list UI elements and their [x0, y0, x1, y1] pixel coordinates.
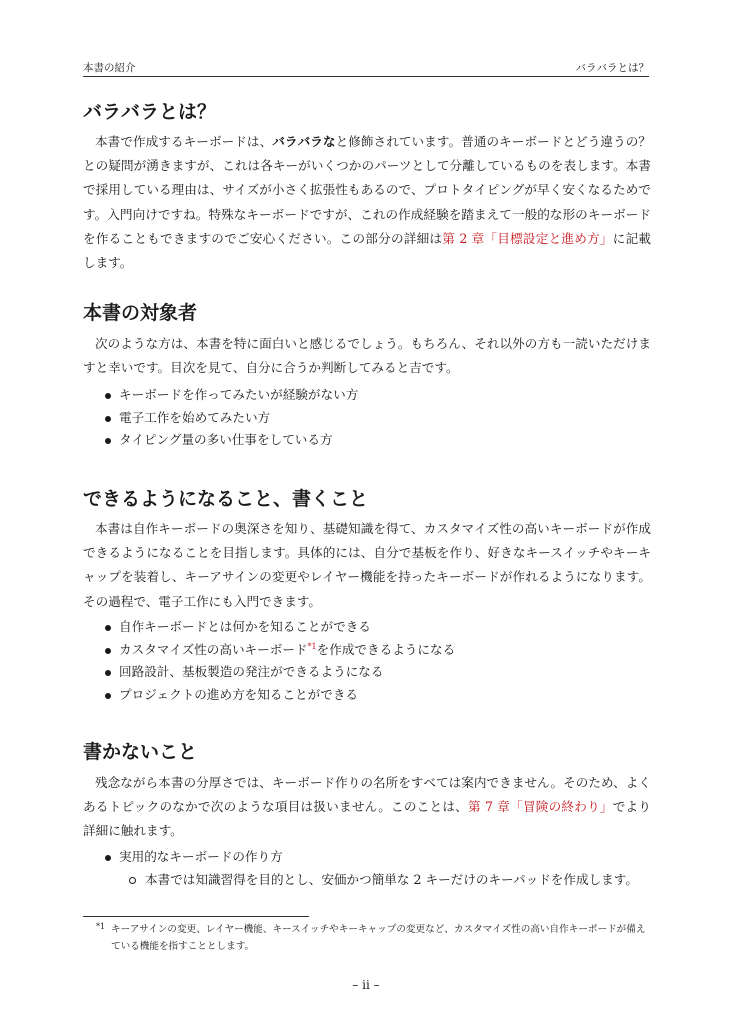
list-item: タイピング量の多い仕事をしている方	[103, 429, 358, 452]
text-run: でより詳細に触れます。	[83, 799, 651, 839]
footnote-divider	[83, 916, 309, 917]
header-section: バラバラとは？	[575, 62, 649, 74]
chapter-2-link[interactable]: 第 2 章「目標設定と進め方」	[442, 230, 613, 246]
paragraph-audience: 次のような方は、本書を特に面白いと感じるでしょう。もちろん、それ以外の方も一読いただけますと幸いです。目次を見て、自分に合うか判断してみると吉です。	[83, 336, 651, 376]
footnote-mark: *1	[96, 922, 106, 931]
header-chapter: 本書の紹介	[83, 62, 136, 74]
text-run: カスタマイズ性の高いキーボード	[119, 641, 308, 657]
footnote-text: キーアサインの変更、レイヤー機能、キースイッチやキーキャップの変更など、カスタマイズ性の高い自作キーボードが備えている機能を指すこととします。	[111, 924, 646, 952]
bold-term: バラバラな	[272, 134, 336, 149]
text-run: 本書で作成するキーボードは、	[95, 134, 273, 149]
paragraph-notwrite	[83, 771, 651, 844]
page-number: – ii –	[352, 978, 380, 992]
sub-list	[119, 869, 638, 892]
footnote-ref[interactable]: *1	[307, 641, 317, 651]
footnote	[96, 921, 652, 955]
section-title-cando: できるようになること、書くこと	[83, 488, 369, 510]
list-item: キーボードを作ってみたいが経験がない方	[103, 384, 358, 407]
paragraph-cando: 本書は自作キーボードの奥深さを知り、基礎知識を得て、カスタマイズ性の高いキーボードが作成できるようになることを目指します。具体的には、自分で基板を作り、好きなキースイッチやキーキャップを装着し、キーアサインの変更やレイヤー機能を持ったキーボードが作れるようになります。その過程で、電子工作にも入門できます。	[83, 521, 651, 609]
list-item: 電子工作を始めてみたい方	[103, 407, 358, 430]
text-run: を作成できるようになる	[316, 641, 456, 657]
running-header	[83, 58, 649, 77]
section-title-audience: 本書の対象者	[83, 302, 198, 324]
paragraph-barabara	[83, 130, 651, 275]
notwrite-list	[103, 846, 638, 891]
list-item: 回路設計、基板製造の発注ができるようになる	[103, 661, 455, 684]
cando-list	[103, 616, 455, 706]
section-title-notwrite: 書かないこと	[83, 741, 198, 763]
text-run: と修飾されています。普通のキーボードとどう違うの？ との疑問が湧きますが、これは各キーがいくつかのパーツとして分離しているものを表します。本書で採用している理由は、サイズが小さく拡張性もあるので、プロトタイピングが早く安くなるためです。入門向けですね。特殊なキーボードですが、これの作成経験を踏まえて一般的な形のキーボードを作ることもできますのでご安心ください。この部分の詳細は	[83, 134, 652, 246]
list-item: プロジェクトの進め方を知ることができる	[103, 684, 455, 707]
text-run: に記載します。	[83, 230, 652, 271]
list-item	[103, 639, 455, 662]
audience-list	[103, 384, 358, 452]
chapter-7-link[interactable]: 第 7 章「冒険の終わり」	[468, 799, 613, 815]
section-title-barabara: バラバラとは？	[83, 101, 217, 123]
sub-list-item: 本書では知識習得を目的とし、安価かつ簡単な 2 キーだけのキーパッドを作成します。	[119, 869, 638, 892]
text-run: 実用的なキーボードの作り方	[119, 849, 283, 864]
text-run: 残念ながら本書の分厚さでは、キーボード作りの名所をすべては案内できません。そのため、よくあるトピックのなかで次のような項目は扱いません。このことは、	[83, 775, 651, 815]
list-item	[103, 846, 638, 891]
list-item: 自作キーボードとは何かを知ることができる	[103, 616, 455, 639]
